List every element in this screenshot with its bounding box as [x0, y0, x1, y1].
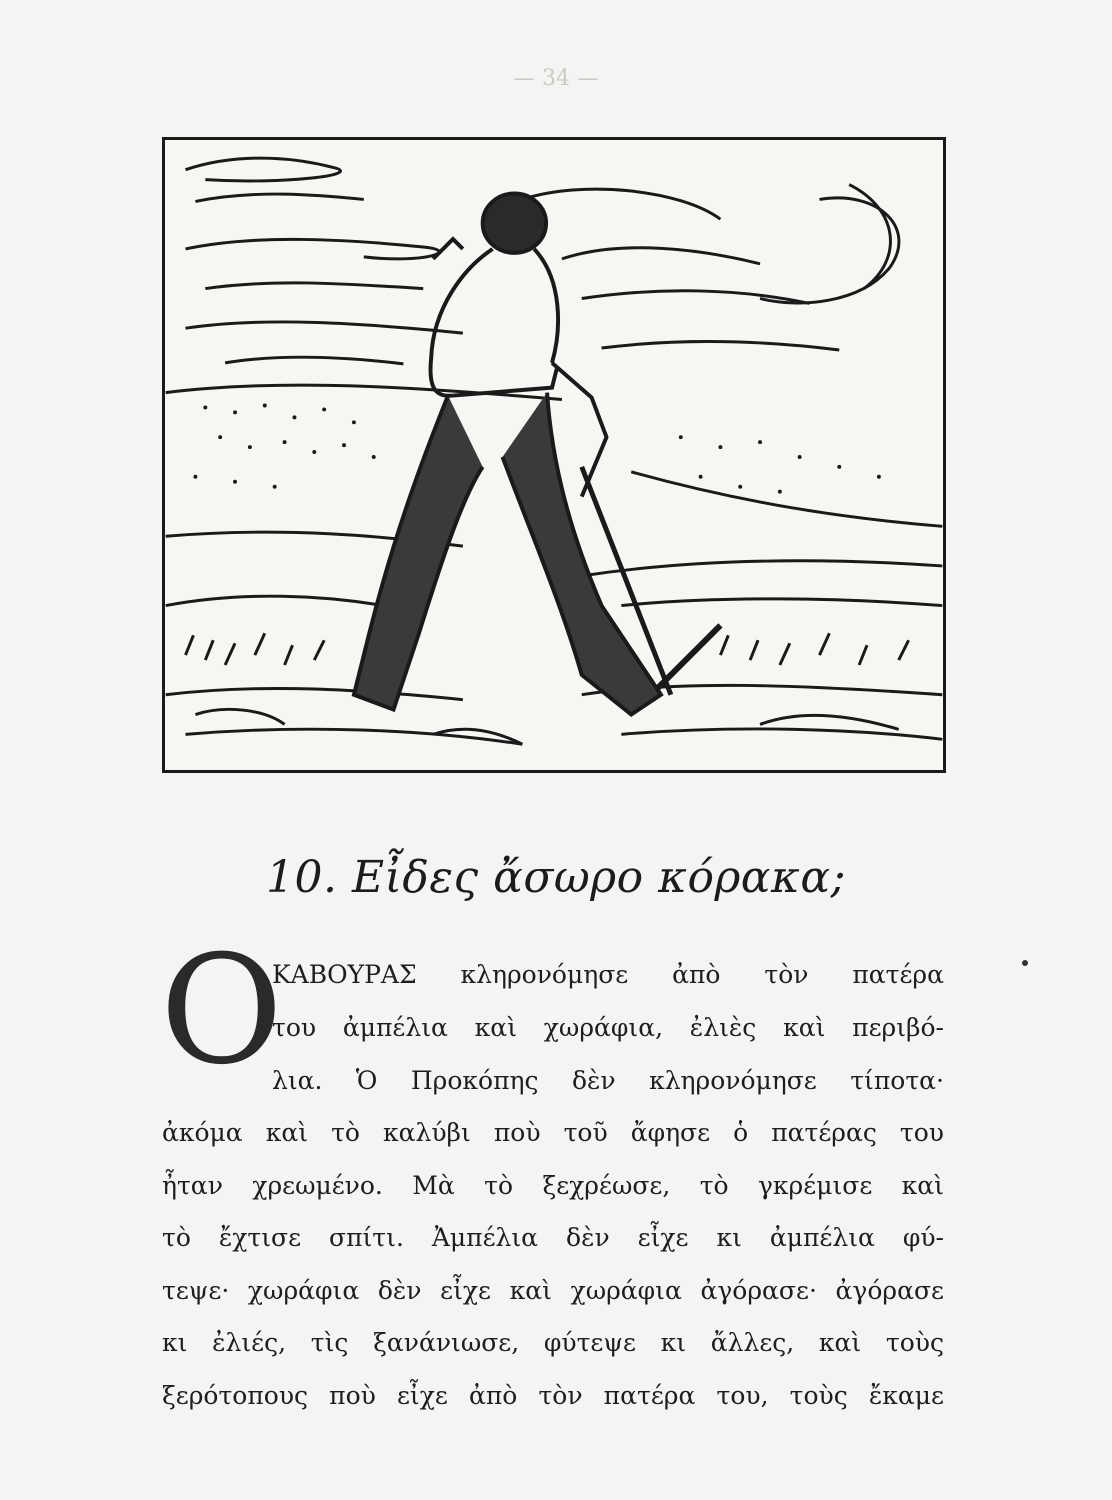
stray-dot [1022, 960, 1028, 966]
woodcut-illustration [162, 137, 946, 773]
text-line: λια. Ὁ Προκόπης δὲν κληρονόμησε τίποτα· [272, 1066, 944, 1095]
farmer-figure [354, 193, 721, 714]
drop-cap: Ο [160, 924, 283, 1098]
text-line: ξερότοπους ποὺ εἶχε ἀπὸ τὸν πατέρα του, τοὺς ἔκαμε [162, 1381, 944, 1410]
text-line: ἦταν χρεωμένο. Μὰ τὸ ξεχρέωσε, τὸ γκρέμισε καὶ [162, 1171, 944, 1200]
chapter-title: 10. Εἶδες ἄσωρο κόρακα; [266, 852, 846, 903]
text-line: τεψε· χωράφια δὲν εἶχε καὶ χωράφια ἀγόρασε· ἀγόρασε [162, 1276, 944, 1305]
text-line: κι ἐλιές, τὶς ξανάνιωσε, φύτεψε κι ἄλλες, καὶ τοὺς [162, 1328, 944, 1357]
text-line: τὸ ἔχτισε σπίτι. Ἀμπέλια δὲν εἶχε κι ἀμπέλια φύ- [162, 1223, 944, 1252]
text-line: ἀκόμα καὶ τὸ καλύβι ποὺ τοῦ ἄφησε ὁ πατέρας του [162, 1118, 944, 1147]
text-line: του ἀμπέλια καὶ χωράφια, ἐλιὲς καὶ περιβό- [272, 1013, 944, 1042]
farmer-with-hoe-image [165, 140, 943, 770]
text-line: ΚΑΒΟΥΡΑΣ κληρονόμησε ἀπὸ τὸν πατέρα [272, 960, 944, 989]
page-number: — 34 — [513, 66, 599, 91]
